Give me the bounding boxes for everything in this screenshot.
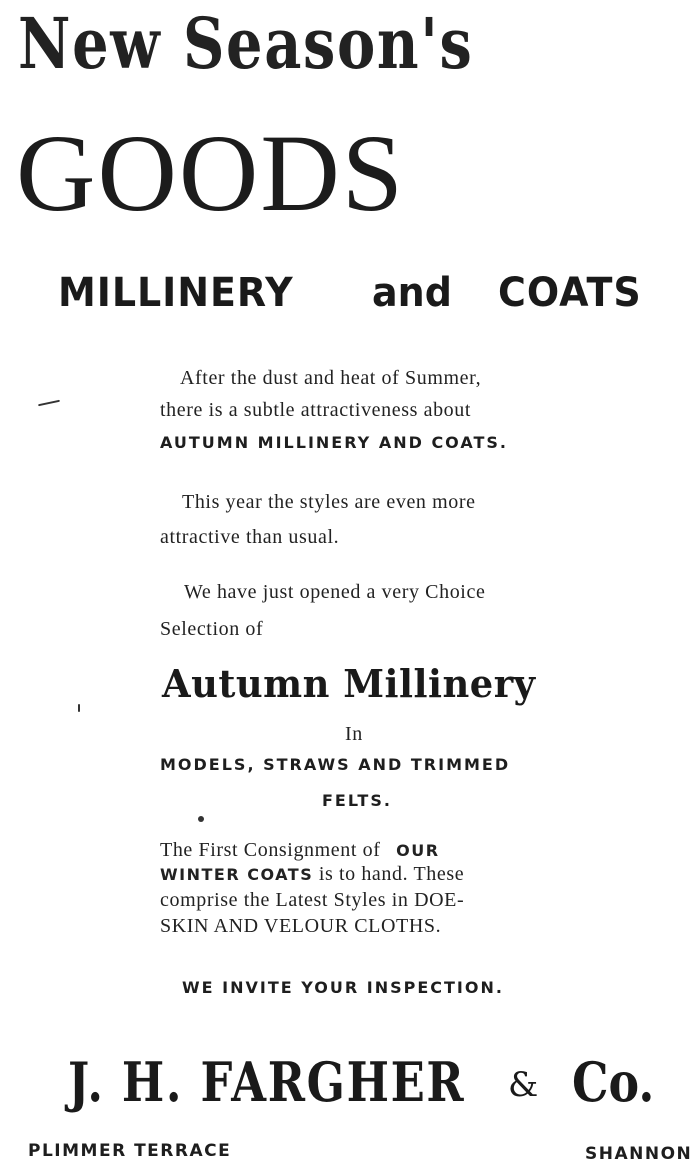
feature-autumn-millinery: Autumn Millinery xyxy=(162,661,536,706)
ink-speck xyxy=(78,704,80,712)
title-goods: GOODS xyxy=(16,112,405,234)
models-line1: MODELS, STRAWS AND TRIMMED xyxy=(160,755,511,774)
paragraph1-line3: AUTUMN MILLINERY AND COATS. xyxy=(160,433,509,452)
paragraph2-line2: attractive than usual. xyxy=(160,526,340,548)
paragraph3-line2: Selection of xyxy=(160,618,264,640)
ink-speck xyxy=(198,816,204,822)
subhead-coats: COATS xyxy=(498,270,642,316)
subhead-and: and xyxy=(372,270,452,316)
paragraph4-line3: comprise the Latest Styles in DOE- xyxy=(160,889,465,911)
headline: New Season's xyxy=(18,2,474,85)
firm-ampersand: & xyxy=(508,1065,539,1105)
paragraph4-line1 xyxy=(160,838,440,863)
in-word: In xyxy=(345,723,363,745)
footer-address: PLIMMER TERRACE xyxy=(28,1141,232,1161)
paragraph2-line1: This year the styles are even more xyxy=(182,491,476,513)
ink-speck xyxy=(38,400,60,407)
paragraph4-line1-caps: OUR xyxy=(396,841,440,860)
paragraph4-line2-text: is to hand. These xyxy=(318,863,465,885)
paragraph4-line4: SKIN AND VELOUR CLOTHS. xyxy=(160,915,442,937)
paragraph3-line1: We have just opened a very Choice xyxy=(184,581,486,603)
paragraph1-line1: After the dust and heat of Summer, xyxy=(180,367,482,389)
firm-co: Co. xyxy=(572,1050,655,1114)
paragraph4-line1-text: The First Consignment of xyxy=(160,839,381,861)
models-line2: FELTS. xyxy=(322,791,392,810)
subhead-millinery: MILLINERY xyxy=(58,270,294,316)
footer-town: SHANNON xyxy=(585,1144,693,1164)
paragraph1-line2: there is a subtle attractiveness about xyxy=(160,399,472,421)
firm-name: J. H. FARGHER xyxy=(68,1050,466,1114)
invite-line: WE INVITE YOUR INSPECTION. xyxy=(182,978,504,997)
paragraph4-line2 xyxy=(160,862,464,887)
paragraph4-line2-caps: WINTER COATS xyxy=(160,865,314,884)
